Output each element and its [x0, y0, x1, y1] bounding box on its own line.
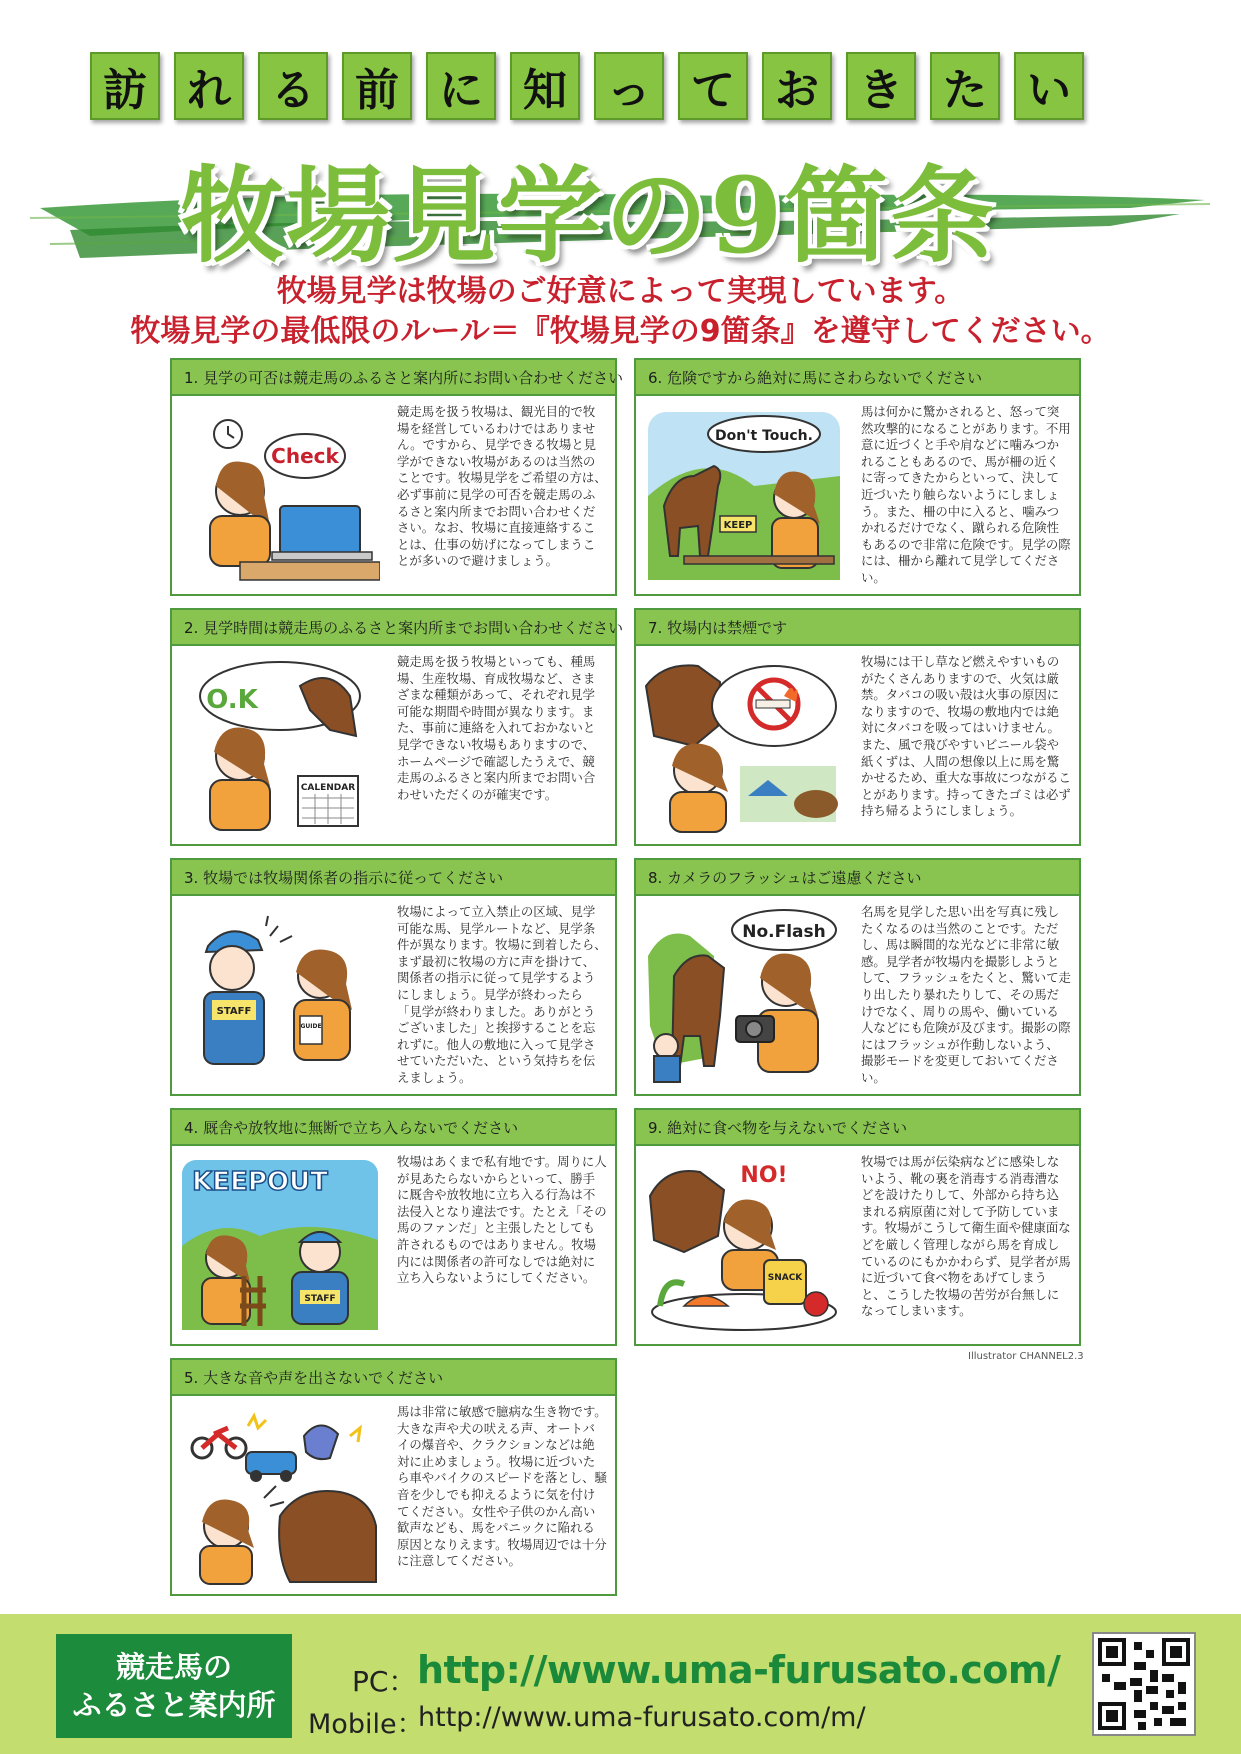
no-flash-camera-illustration	[644, 906, 844, 1086]
header-tile: お	[762, 52, 832, 120]
rule-card-title: 1. 見学の可否は競走馬のふるさと案内所にお問い合わせください	[172, 360, 615, 396]
header-tile: れ	[174, 52, 244, 120]
pc-url-link[interactable]: http://www.uma-furusato.com/	[417, 1648, 1061, 1692]
calendar-label: CALENDAR	[300, 783, 356, 793]
rule-card-title: 4. 厩舎や放牧地に無断で立ち入らないでください	[172, 1110, 615, 1146]
rule-card-title: 3. 牧場では牧場関係者の指示に従ってください	[172, 860, 615, 896]
no-speech: NO!	[740, 1163, 788, 1188]
ok-speech: O.K	[206, 685, 258, 715]
rule-card-text: 馬は非常に敏感で臆病な生き物です。大きな声や犬の吠える声、オートバイの爆音や、クラクションなどは絶対に止めましょう。牧場に近づいたら車やバイクのスピードを落とし、騒音を少しでも抑えるように気を付けてください。女性や子供のかん高い歓声なども、馬をパニックに陥れる原因となりえます。牧場周辺では十分に注意してください。	[397, 1404, 607, 1569]
header-tile: に	[426, 52, 496, 120]
rule-card-text: 競走馬を扱う牧場といっても、種馬場、生産牧場、育成牧場など、さまざまな種類があって、それぞれ見学可能な期間や時間が異なります。また、事前に連絡を入れておかないと見学できない牧場もありますので、ホームページで確認したうえで、競走馬のふるさと案内所までお問い合わせいただくのが確実です。	[397, 654, 596, 802]
no-feeding-illustration	[644, 1156, 844, 1336]
rule-card-text: 牧場には干し草など燃えやすいものがたくさんありますので、火気は厳禁。タバコの吸い殻は火事の原因になりますので、牧場の敷地内では絶対にタバコを吸ってはいけません。また、風で飛びやすいビニール袋や紙くずは、人間の想像以上に馬を驚かせるため、重大な事故につながることがあります。持ってきたゴミは必ず持ち帰るようにしましょう。	[861, 654, 1071, 819]
rule-card-text: 競走馬を扱う牧場は、観光目的で牧場を経営しているわけではありません。ですから、見学できる牧場と見学ができない牧場があるのは当然のことです。牧場見学をご希望の方は、必ず事前に見学の可否を競走馬のふるさと案内所までお問い合わせください。なお、牧場に直接連絡することは、仕事の妨げになってしまうことが多いので避けましょう。	[397, 404, 607, 569]
footer	[0, 1614, 1241, 1754]
header-tile: て	[678, 52, 748, 120]
furusato-logo[interactable]	[56, 1634, 292, 1738]
rule-card-text: 名馬を見学した思い出を写真に残したくなるのは当然のことです。ただし、馬は瞬間的な光などに非常に敏感。見学者が牧場内を撮影しようとして、フラッシュをたくと、驚いて走り出したり暴れたりして、その馬だけでなく、周りの馬や、働いている人などにも危険が及びます。撮影の際にはフラッシュが作動しないよう、撮影モードを変更しておいてください。	[861, 904, 1071, 1085]
guide-label: GUIDE	[300, 1023, 322, 1030]
rule-card-text: 牧場によって立入禁止の区域、見学可能な馬、見学ルートなど、見学条件が異なります。牧場に到着したら、まず最初に牧場の方に声を掛けて、関係者の指示に従って見学するようにしましょう。見学が終わったら「見学が終わりました。ありがとうございました」と挨拶することを忘れずに。他人の敷地に入って見学させていただいた、という気持ちを伝えましょう。	[397, 904, 607, 1085]
rule-card-1	[170, 358, 624, 596]
header-tile: っ	[594, 52, 664, 120]
rule-card-title: 6. 危険ですから絶対に馬にさわらないでください	[636, 360, 1079, 396]
rule-card-title: 5. 大きな音や声を出さないでください	[172, 1360, 615, 1396]
rule-card-title: 9. 絶対に食べ物を与えないでください	[636, 1110, 1079, 1146]
rule-card-text: 牧場では馬が伝染病などに感染しないよう、靴の裏を消毒する消毒漕などを設けたりして、外部から持ち込まれる病原菌に対して予防しています。牧場がこうして衛生面や健康面などを厳しく管理しながら馬を育成しているのにもかかわらず、見学者が馬に近づいて食べ物をあげてしまうと、こうした牧場の苦労が台無しになってしまいます。	[861, 1154, 1071, 1319]
dont-touch-speech: Don't Touch.	[715, 428, 813, 444]
rule-card-text: 馬は何かに驚かされると、怒って突然攻撃的になることがあります。不用意に近づくと手や肩などに噛みつかれることもあるので、馬が柵の近くに寄ってきたからといって、決して近づいたり触らないようにしましょう。また、柵の中に入ると、噛みつかれるだけでなく、蹴られる危険性もあるので非常に危険です。見学の際には、柵から離れて見学してください。	[861, 404, 1071, 585]
header-tile: い	[1014, 52, 1084, 120]
rule-card-8	[634, 858, 1081, 1096]
rule-card-9	[634, 1108, 1081, 1346]
rule-card-6	[634, 358, 1081, 596]
qr-code-icon[interactable]	[1092, 1632, 1196, 1736]
page-title: 牧場見学の9箇条	[180, 154, 997, 277]
keep-out-speech: KEEPOUT	[192, 1167, 328, 1197]
rule-card-title: 2. 見学時間は競走馬のふるさと案内所までお問い合わせください	[172, 610, 615, 646]
check-speech: Check	[271, 444, 339, 468]
header-tiles	[90, 52, 1150, 118]
notice-line-2: 牧場見学の最低限のルール＝『牧場見学の9箇条』を遵守してください。	[130, 314, 1111, 349]
header-tile: 前	[342, 52, 412, 120]
dont-touch-horse-illustration	[644, 406, 844, 586]
illustrator-credit: Illustrator CHANNEL2.3	[968, 1351, 1084, 1362]
header-tile: る	[258, 52, 328, 120]
notice-line-1: 牧場見学は牧場のご好意によって実現しています。	[276, 274, 965, 309]
loud-noise-illustration	[180, 1406, 380, 1586]
pc-label: PC：	[352, 1665, 417, 1698]
keep-sign: KEEP	[723, 520, 753, 531]
header-tile: 知	[510, 52, 580, 120]
staff-label: STAFF	[304, 1294, 336, 1304]
header-tile: き	[846, 52, 916, 120]
header-tile: 訪	[90, 52, 160, 120]
rule-card-7	[634, 608, 1081, 846]
header-tile: た	[930, 52, 1000, 120]
rule-card-4	[170, 1108, 617, 1346]
rule-card-5	[170, 1358, 617, 1596]
staff-visitor-illustration	[180, 906, 380, 1086]
rule-card-text: 牧場はあくまで私有地です。周りに人が見あたらないからといって、勝手に厩舎や放牧地に立ち入る行為は不法侵入となり違法です。たとえ「その馬のファンだ」と主張したとしても許されるものではありません。牧場内には関係者の許可なしでは絶対に立ち入らないようにしてください。	[397, 1154, 607, 1286]
logo-line-2: ふるさと案内所	[72, 1688, 276, 1722]
no-flash-speech: No.Flash	[742, 922, 826, 942]
rule-card-2	[170, 608, 624, 846]
woman-phone-calendar-illustration	[180, 656, 380, 836]
snack-label: SNACK	[767, 1273, 803, 1283]
mobile-label: Mobile：	[308, 1709, 424, 1740]
no-smoking-illustration	[644, 656, 844, 836]
staff-label: STAFF	[216, 1006, 252, 1017]
rule-card-3	[170, 858, 617, 1096]
rule-card-title: 8. カメラのフラッシュはご遠慮ください	[636, 860, 1079, 896]
mobile-url-link[interactable]: http://www.uma-furusato.com/m/	[418, 1702, 866, 1733]
woman-phone-laptop-illustration	[180, 406, 380, 586]
keep-out-illustration	[180, 1156, 380, 1336]
rule-card-title: 7. 牧場内は禁煙です	[636, 610, 1079, 646]
logo-line-1: 競走馬の	[115, 1650, 232, 1684]
